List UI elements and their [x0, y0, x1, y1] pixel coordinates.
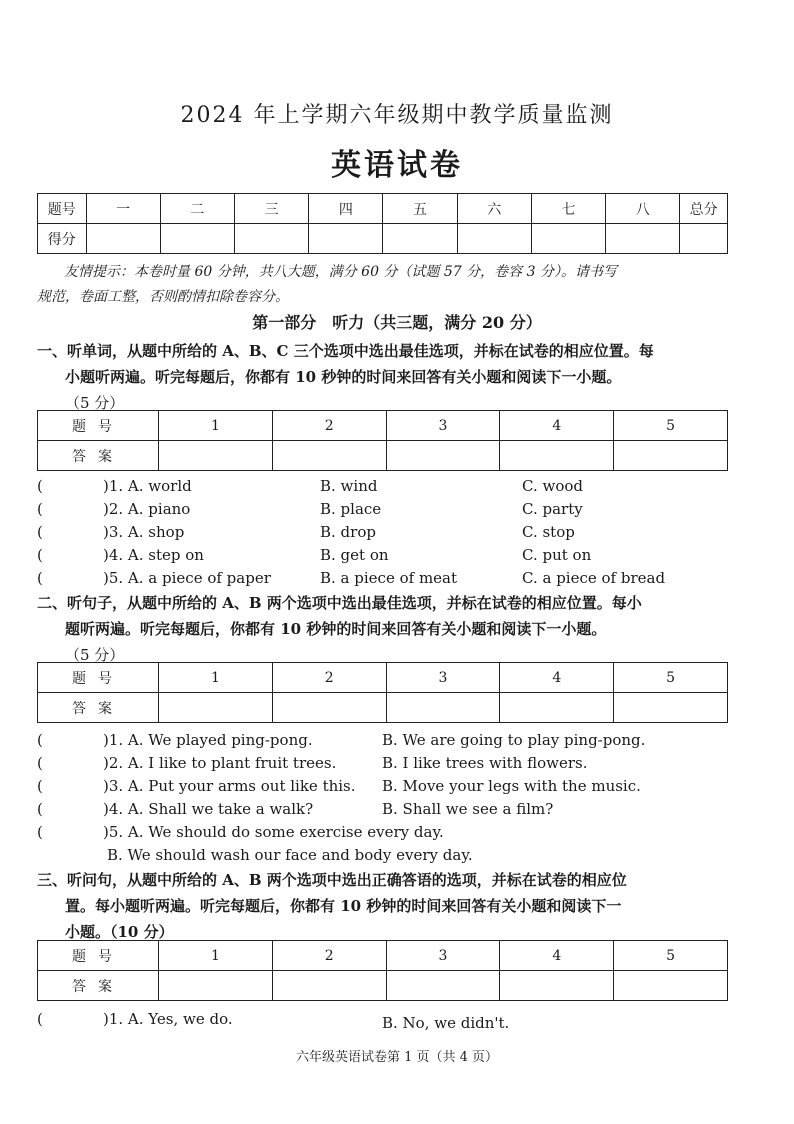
friendly-tip	[37, 260, 737, 310]
question-item	[37, 521, 737, 543]
question-item	[37, 798, 737, 820]
score-cell: 题号	[38, 194, 87, 224]
score-table-header-row	[38, 194, 728, 224]
score-blank	[86, 224, 160, 254]
question-number: 4	[500, 941, 614, 971]
answer-paren: (	[37, 731, 43, 749]
score-blank	[383, 224, 457, 254]
question-item	[37, 729, 737, 751]
instruction-line: 题听两遍。听完每题后，你都有 10 秒钟的时间来回答有关小题和阅读下一小题。	[65, 620, 607, 638]
exam-title: 2024 年上学期六年级期中教学质量监测	[180, 103, 614, 128]
score-blank	[309, 224, 383, 254]
option-a: )1. A. Yes, we do.	[103, 1010, 233, 1028]
section-points: （5 分）	[65, 394, 125, 412]
question-item	[37, 475, 737, 497]
option-a: )2. A. piano	[103, 500, 191, 518]
question-item	[37, 498, 737, 520]
option-a: )4. A. step on	[103, 546, 204, 564]
question-number: 4	[500, 663, 614, 693]
score-cell: 六	[457, 194, 531, 224]
question-item	[37, 1008, 737, 1030]
score-cell: 三	[235, 194, 309, 224]
option-b: B. We are going to play ping-pong.	[382, 731, 646, 749]
question-number: 4	[500, 411, 614, 441]
question-number: 2	[272, 941, 386, 971]
option-a: )2. A. I like to plant fruit trees.	[103, 754, 337, 772]
option-b: B. place	[320, 500, 382, 518]
answer-paren: (	[37, 823, 43, 841]
answer-paren: (	[37, 477, 43, 495]
score-cell: 总分	[680, 194, 728, 224]
answer-paren: (	[37, 800, 43, 818]
question-number: 5	[614, 941, 728, 971]
option-a: )5. A. a piece of paper	[103, 569, 271, 587]
answer-blank	[614, 441, 728, 471]
score-blank	[235, 224, 309, 254]
question-item	[37, 821, 737, 843]
score-blank	[457, 224, 531, 254]
option-b: B. Move your legs with the music.	[382, 777, 641, 795]
answer-blank	[159, 441, 273, 471]
answer-table-label: 题号	[38, 663, 159, 693]
option-b: B. wind	[320, 477, 378, 495]
answer-blank	[614, 971, 728, 1001]
option-c: C. a piece of bread	[522, 569, 666, 587]
answer-paren: (	[37, 754, 43, 772]
score-blank	[680, 224, 728, 254]
answer-blank	[614, 693, 728, 723]
answer-table-3	[37, 940, 728, 1001]
answer-paren: (	[37, 569, 43, 587]
section-1-instructions	[37, 338, 737, 416]
answer-blank	[272, 693, 386, 723]
answer-blank	[272, 441, 386, 471]
answer-table-label: 答案	[38, 693, 159, 723]
answer-table-2	[37, 662, 728, 723]
score-cell: 二	[160, 194, 234, 224]
question-number: 3	[386, 941, 500, 971]
answer-paren: (	[37, 1010, 43, 1028]
question-item	[37, 752, 737, 774]
score-blank	[160, 224, 234, 254]
part-title: 第一部分 听力（共三题，满分 20 分）	[252, 313, 542, 332]
score-label: 得分	[38, 224, 87, 254]
score-cell: 四	[309, 194, 383, 224]
question-number: 5	[614, 411, 728, 441]
score-blank	[531, 224, 605, 254]
answer-blank	[386, 971, 500, 1001]
option-c: C. stop	[522, 523, 575, 541]
score-cell: 一	[86, 194, 160, 224]
question-number: 1	[159, 941, 273, 971]
instruction-line: 置。每小题听两遍。听完每题后，你都有 10 秒钟的时间来回答有关小题和阅读下一	[65, 897, 622, 915]
tip-line: 规范，卷面工整，否则酌情扣除卷容分。	[37, 289, 289, 305]
answer-paren: (	[37, 546, 43, 564]
question-number: 2	[272, 663, 386, 693]
section-points: （5 分）	[65, 646, 125, 664]
option-b: B. I like trees with flowers.	[382, 754, 588, 772]
option-c: C. party	[522, 500, 583, 518]
answer-table-label: 题号	[38, 411, 159, 441]
answer-blank	[159, 693, 273, 723]
question-item	[37, 775, 737, 797]
instruction-line: 三、听问句，从题中所给的 A、B 两个选项中选出正确答语的选项，并标在试卷的相应位	[37, 871, 627, 889]
answer-blank	[159, 971, 273, 1001]
score-table	[37, 193, 728, 254]
tip-line: 友情提示：本卷时量 60 分钟，共八大题，满分 60 分（试题 57 分，卷容 3 分）。请书写	[64, 264, 617, 280]
answer-blank	[500, 693, 614, 723]
option-a: )4. A. Shall we take a walk?	[103, 800, 314, 818]
option-b: B. a piece of meat	[320, 569, 458, 587]
instruction-line: 二、听句子，从题中所给的 A、B 两个选项中选出最佳选项，并标在试卷的相应位置。每小	[37, 594, 642, 612]
instruction-line: 一、听单词，从题中所给的 A、B、C 三个选项中选出最佳选项，并标在试卷的相应位置。每	[37, 342, 654, 360]
instruction-line: 小题。（10 分）	[65, 923, 174, 941]
score-cell: 五	[383, 194, 457, 224]
option-b: B. get on	[320, 546, 389, 564]
question-number: 5	[614, 663, 728, 693]
question-item	[37, 567, 737, 589]
option-b: B. drop	[320, 523, 376, 541]
score-blank	[606, 224, 680, 254]
instruction-line: 小题听两遍。听完每题后，你都有 10 秒钟的时间来回答有关小题和阅读下一小题。	[65, 368, 622, 386]
option-b: B. No, we didn't.	[382, 1014, 510, 1032]
answer-table-label: 题号	[38, 941, 159, 971]
answer-blank	[500, 971, 614, 1001]
option-b: B. We should wash our face and body every day.	[107, 846, 473, 864]
option-c: C. wood	[522, 477, 583, 495]
page-footer: 六年级英语试卷第 1 页（共 4 页）	[295, 1050, 499, 1065]
question-number: 2	[272, 411, 386, 441]
answer-blank	[272, 971, 386, 1001]
subject-title: 英语试卷	[331, 148, 463, 183]
answer-paren: (	[37, 523, 43, 541]
answer-blank	[386, 441, 500, 471]
score-cell: 八	[606, 194, 680, 224]
answer-paren: (	[37, 777, 43, 795]
question-number: 1	[159, 411, 273, 441]
question-item	[37, 544, 737, 566]
option-a: )3. A. Put your arms out like this.	[103, 777, 356, 795]
score-cell: 七	[531, 194, 605, 224]
question-number: 1	[159, 663, 273, 693]
option-c: C. put on	[522, 546, 592, 564]
question-number: 3	[386, 411, 500, 441]
option-a: )1. A. We played ping-pong.	[103, 731, 313, 749]
question-item-continued	[37, 844, 737, 866]
answer-blank	[500, 441, 614, 471]
answer-table-label: 答案	[38, 971, 159, 1001]
answer-table-label: 答案	[38, 441, 159, 471]
answer-blank	[386, 693, 500, 723]
answer-table-1	[37, 410, 728, 471]
section-3-instructions	[37, 867, 737, 945]
option-a: )1. A. world	[103, 477, 192, 495]
answer-paren: (	[37, 500, 43, 518]
option-a: )5. A. We should do some exercise every day.	[103, 823, 444, 841]
question-number: 3	[386, 663, 500, 693]
section-2-instructions	[37, 590, 737, 668]
score-table-score-row	[38, 224, 728, 254]
option-a: )3. A. shop	[103, 523, 185, 541]
option-b: B. Shall we see a film?	[382, 800, 554, 818]
